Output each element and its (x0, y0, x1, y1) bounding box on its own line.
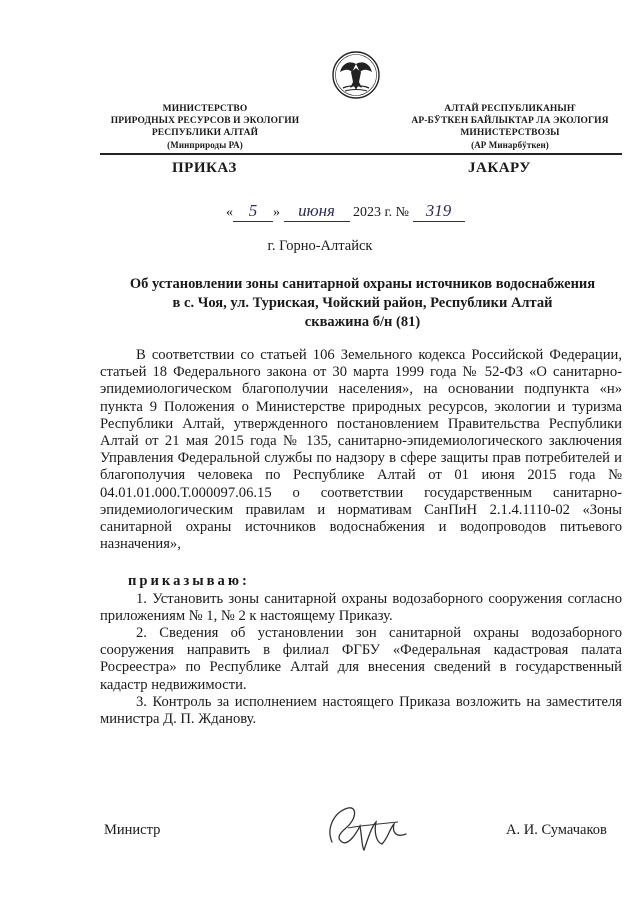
header-left-line4: (Минприроды РА) (167, 140, 243, 150)
header-divider (100, 153, 622, 155)
header-right-line4: (АР Минарбӱткен) (471, 140, 549, 150)
subject-line3: скважина б/н (81) (304, 314, 421, 330)
order-item-2: 2. Сведения об установлении зон санитарной охраны водозаборного сооружения направить в филиал ФГБУ «Федеральная кадастровая палата Росреестра» по Республике Алтай для внесения сведений в государственный кадастр недвижимости. (100, 625, 622, 693)
header-left-line3: РЕСПУБЛИКИ АЛТАЙ (151, 128, 259, 138)
signature-position: Министр (104, 822, 161, 838)
order-item-1: 1. Установить зоны санитарной охраны водозаборного сооружения согласно приложениям № 1, № 2 к настоящему Приказу. (100, 590, 622, 624)
date-number: 319 (413, 201, 465, 222)
header-left-line2: ПРИРОДНЫХ РЕСУРСОВ И ЭКОЛОГИИ (110, 116, 300, 126)
date-open-quote: « (226, 205, 233, 220)
doc-type-right: JАКАРУ (468, 160, 531, 176)
document-subject (95, 275, 630, 332)
date-day: 5 (233, 201, 273, 222)
preamble-paragraph: В соответствии со статьей 106 Земельного кодекса Российской Федерации, статьей 18 Федерального закона от 30 марта 1999 года № 52-ФЗ «О санитарно-эпидемиологическом благополучии населения», на основании подпункта «н» пункта 9 Положения о Министерстве природных ресурсов, экологии и туризма Республики Алтай, утвержденного постановлением Правительства Республики Алтай от 21 мая 2015 года № 135, санитарно-эпидемиологического заключения Управления Федеральной службы по надзору в сфере защиты прав потребителей и благополучия человека по Республике Алтай от 01 июня 2015 года № 04.01.01.000.Т.000097.06.15 о соответствии государственным санитарно-эпидемиологическим правилам и нормативам СанПиН 2.1.4.1110-02 «Зоны санитарной охраны источников водоснабжения и водопроводов питьевого назначения», (100, 347, 622, 553)
date-close-quote: » (273, 205, 280, 220)
document-body (100, 347, 622, 728)
doc-type-left: ПРИКАЗ (172, 160, 237, 176)
subject-line2: в с. Чоя, ул. Туриская, Чойский район, Республики Алтай (172, 295, 553, 311)
header-left-line1: МИНИСТЕРСТВО (162, 104, 248, 114)
handwritten-signature-icon (318, 798, 418, 858)
date-month: июня (284, 201, 350, 222)
header-right-line3: МИНИСТЕРСТВОЗЫ (460, 128, 560, 138)
header-left-block (100, 103, 310, 151)
header-right-line2: АР-БӰТКЕН БАЙЛЫКТАР ЛА ЭКОЛОГИЯ (411, 116, 609, 126)
subject-line1: Об установлении зоны санитарной охраны источников водоснабжения (129, 276, 596, 292)
date-year-text: 2023 г. № (353, 205, 410, 220)
header-right-block (400, 103, 620, 151)
signature-name: А. И. Сумачаков (506, 822, 607, 838)
altai-emblem-icon (331, 50, 381, 100)
header-right-line1: АЛТАЙ РЕСПУБЛИКАНЫҤ (444, 104, 576, 114)
date-line (226, 201, 465, 222)
order-item-3: 3. Контроль за исполнением настоящего Приказа возложить на заместителя министра Д. П. Жданову. (100, 693, 622, 728)
order-word: приказываю: (128, 573, 250, 590)
city: г. Горно-Алтайск (267, 238, 373, 254)
